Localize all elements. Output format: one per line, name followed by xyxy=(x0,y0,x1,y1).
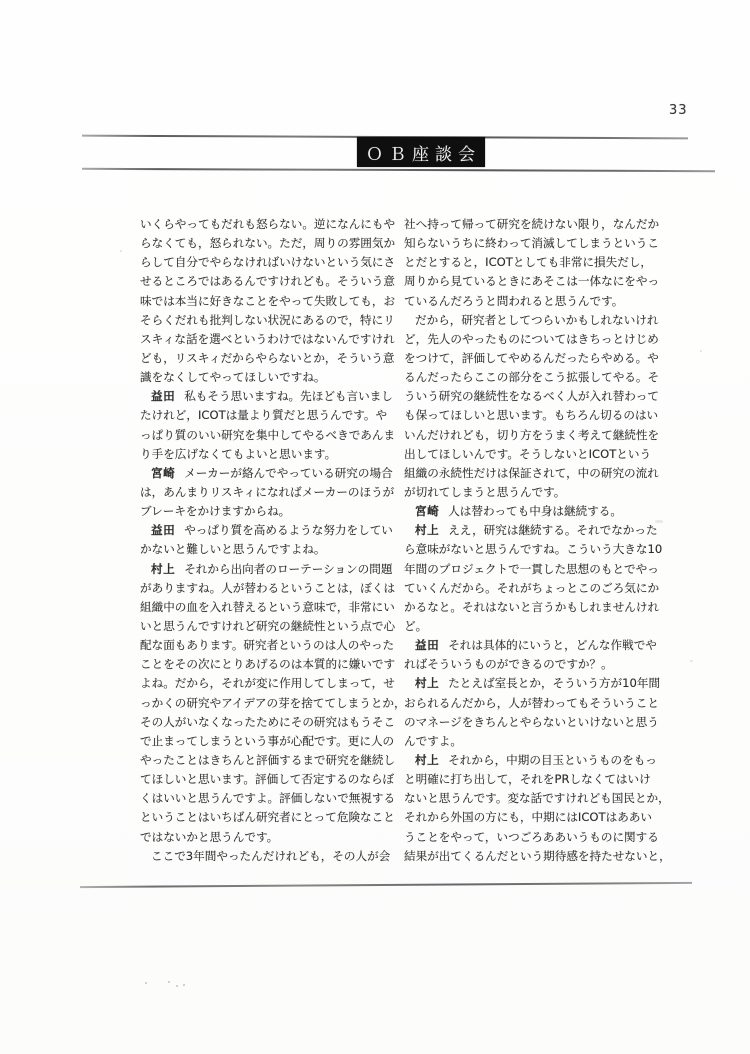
text-line: ているんだろうと問われると思うんです。 xyxy=(404,293,624,308)
text-line: と明確に打ち出して，それをPRしなくてはいけ xyxy=(404,772,651,787)
text-line: 知らないうちに終わって消滅してしまうというこ xyxy=(404,236,659,251)
text-line: んですよ。 xyxy=(404,733,462,748)
dialogue-line: 村上 たとえば室長とか，そういう方が10年間 xyxy=(415,676,661,691)
text-line: くはいいと思うんですよ。評価しないで無視する xyxy=(140,791,396,806)
header-rule-bottom xyxy=(82,168,715,172)
dialogue-line: 村上 それから出向者のローテーションの問題 xyxy=(151,561,393,576)
scan-speck xyxy=(176,985,178,987)
text-line: り手を広げなくてもよいと思います。 xyxy=(140,446,337,461)
banner-title: ＯＢ座談会 xyxy=(366,144,481,165)
text-line: ればそういうものができるのですか？。 xyxy=(404,657,613,672)
text-line: だから，研究者としてつらいかもしれないけれ xyxy=(415,312,659,327)
text-line: 識をなくしてやってほしいですね。 xyxy=(140,370,326,385)
text-line: とだとすると，ICOTとしても非常に損失だし， xyxy=(404,255,653,270)
text-line: ら意味がないと思うんですね。こういう大きな10 xyxy=(404,542,663,557)
text-line: せるところではあるんですけれども。そういう意 xyxy=(140,274,395,289)
scan-speck xyxy=(690,660,693,662)
scan-speck xyxy=(655,520,663,523)
dialogue-line: 村上 ええ，研究は継続する。それでなかった xyxy=(415,523,658,538)
text-line: 配な面もあります。研究者というのは人のやった xyxy=(140,638,395,653)
dialogue-line: 宮崎 人は替わっても中身は継続する。 xyxy=(415,504,622,519)
text-column-left xyxy=(140,215,406,866)
scan-speck xyxy=(145,982,147,984)
text-line: ども，リスキィだからやらないとか，そういう意 xyxy=(140,350,395,365)
scan-speck xyxy=(183,984,185,986)
text-line: ど。 xyxy=(404,618,428,633)
text-line: 出してほしいんです。そうしないとICOTという xyxy=(404,446,652,461)
text-line: よね。だから，それが変に作用してしまって，せ xyxy=(140,676,395,691)
text-line: かるなと。それはないと言うかもしれませんけれ xyxy=(404,599,660,614)
text-line: も保ってほしいと思います。もちろん切るのはい xyxy=(404,408,659,423)
scan-speck xyxy=(120,250,122,252)
text-line: やったことはきちんと評価するまで研究を継続し xyxy=(140,752,396,767)
text-line: 社へ持って帰って研究を続けない限り，なんだか xyxy=(404,217,660,231)
text-line: は，あんまりリスキィになればメーカーのほうが xyxy=(140,484,395,499)
text-line: てほしいと思います。評価して否定するのならぼ xyxy=(140,772,395,787)
text-line: っぱり質のいい研究を集中してやるべきであんま xyxy=(140,427,396,442)
text-line: らして自分でやらなければいけないという気にさ xyxy=(140,255,396,270)
dialogue-line: 宮崎 メーカーが絡んでやっている研究の場合 xyxy=(151,465,393,480)
text-line: 組織の永続性だけは保証されて，中の研究の流れ xyxy=(404,465,659,480)
text-line: その人がいなくなったためにその研究はもうそこ xyxy=(140,714,396,729)
text-line: かないと難しいと思うんですよね。 xyxy=(140,542,326,557)
text-line: で止まってしまうという事が心配です。更に人の xyxy=(140,733,395,748)
speaker-name: 村上 xyxy=(415,523,440,538)
footer-rule xyxy=(80,882,692,888)
speaker-name: 益田 xyxy=(151,523,176,538)
text-line: るんだったらここの部分をこう拡張してやる。そ xyxy=(404,370,660,385)
speaker-name: 宮崎 xyxy=(151,465,176,480)
scan-speck xyxy=(168,981,170,983)
speaker-name: 宮崎 xyxy=(415,504,440,519)
text-line: ういう研究の継続性をなるべく人が入れ替わって xyxy=(404,389,659,404)
text-line: ことをその次にとりあげるのは本質的に嫌いです xyxy=(140,657,396,672)
dialogue-line: 村上 それから，中期の目玉というものをもっ xyxy=(415,752,657,767)
text-line: 味では本当に好きなことをやって失敗しても，お xyxy=(140,293,396,308)
text-line: それから外国の方にも，中期にはICOTはああい xyxy=(404,810,653,825)
page-number: 33 xyxy=(669,103,688,118)
text-line: ここで3年間やったんだけれども，その人が会 xyxy=(151,848,391,863)
text-line: のマネージをきちんとやらないといけないと思う xyxy=(404,714,659,729)
speaker-name: 益田 xyxy=(415,638,440,653)
text-line: ど，先人のやったものについてはきちっとけじめ xyxy=(404,331,659,346)
speaker-name: 村上 xyxy=(151,561,176,576)
text-line: いんだけれども，切り方をうまく考えて継続性を xyxy=(404,427,660,442)
text-line: たけれど，ICOTは量より質だと思うんです。や xyxy=(140,408,388,423)
text-line: っかくの研究やアイデアの芽を捨ててしまうとか， xyxy=(140,695,406,710)
text-line: 年間のプロジェクトで一貫した思想のもとでやっ xyxy=(404,561,659,576)
text-line: らなくても，怒られない。ただ，周りの雰囲気か xyxy=(140,236,396,251)
text-line: 結果が出てくるんだという期待感を持たせないと， xyxy=(404,848,671,863)
section-banner xyxy=(357,137,485,167)
text-line: がありますね。人が替わるということは，ぼくは xyxy=(140,580,396,595)
text-line: が切れてしまうと思うんです。 xyxy=(404,484,566,499)
text-line: おられるんだから，人が替わってもそういうこと xyxy=(404,695,659,710)
speaker-name: 益田 xyxy=(151,389,176,404)
dialogue-line: 益田 私もそう思いますね。先ほども言いまし xyxy=(151,389,393,404)
text-line: 周りから見ているときにあそこは一体なにをやっ xyxy=(404,274,660,289)
text-line: そらくだれも批判しない状況にあるので，特にリ xyxy=(140,312,395,327)
text-line: 組織中の血を入れ替えるという意味で，非常にい xyxy=(140,599,395,614)
text-line: いと思うんですけれど研究の継続性という点で心 xyxy=(140,618,396,633)
scan-speck xyxy=(700,350,702,352)
text-line: ないと思うんです。変な話ですけれども国民とか， xyxy=(404,791,670,806)
dialogue-line: 益田 やっぱり質を高めるような努力をしてい xyxy=(151,523,393,538)
text-line: をつけて，評価してやめるんだったらやめる。や xyxy=(404,350,659,365)
text-line: スキィな話を選べというわけではないんですけれ xyxy=(140,331,395,346)
text-line: ブレーキをかけますからね。 xyxy=(140,504,291,519)
text-line: ていくんだから。それがちょっとこのごろ気にか xyxy=(404,580,660,595)
text-line: うことをやって，いつごろああいうものに関する xyxy=(404,829,659,844)
dialogue-line: 益田 それは具体的にいうと，どんな作戦でや xyxy=(415,638,657,653)
speaker-name: 村上 xyxy=(415,752,440,767)
text-column-right xyxy=(404,215,671,866)
speaker-name: 村上 xyxy=(415,676,440,691)
text-line: ではないかと思うんです。 xyxy=(140,829,279,844)
text-line: ということはいちばん研究者にとって危険なこと xyxy=(140,810,395,825)
text-line: いくらやってもだれも怒らない。逆になんにもや xyxy=(140,217,396,231)
